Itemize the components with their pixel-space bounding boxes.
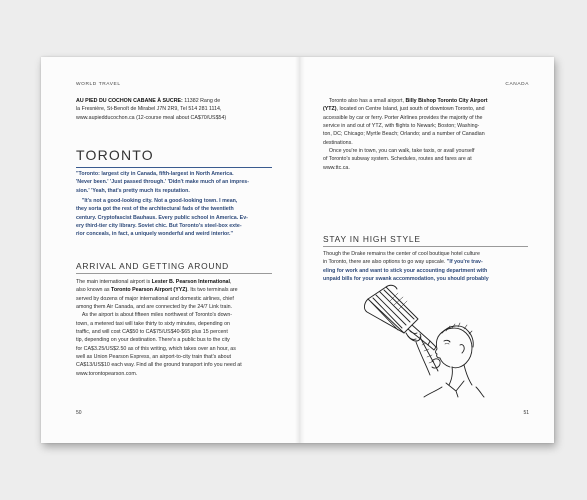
text-run: www.torontopearson.com. (76, 370, 138, 377)
right-page (298, 57, 554, 443)
text-run: for CA$3.25/US$2.50 as of this writing, which takes over an hour, as (76, 345, 236, 352)
body-line (76, 345, 272, 353)
text-run: eling for work and want to stick your accounting department with (323, 267, 488, 274)
text-run: CA$13/US$10 each way. Find all the ground transport info you need at (76, 362, 242, 369)
running-head-right: CANADA (505, 82, 529, 87)
text-run: Toronto also has a small airport, (323, 98, 406, 104)
text-run: in Toronto, there are also options to go way upscale. (323, 259, 447, 266)
quote-line: "It's not a good-looking city. Not a good-looking town. I mean, (76, 198, 238, 204)
body-line (323, 114, 528, 122)
body-line (323, 122, 528, 130)
text-run: accessible by car or ferry. Porter Airlines provides the majority of the (323, 114, 483, 121)
text-run: unpaid bills for your swank accommodation, you should probably (323, 276, 489, 283)
body-line (76, 278, 272, 286)
section-title: TORONTO (76, 147, 154, 163)
subsection-title-stay: STAY IN HIGH STYLE (323, 234, 421, 244)
body-line (323, 267, 528, 275)
body-line (323, 147, 528, 155)
body-line (323, 258, 528, 266)
quote-line: century. Cryptofascist Bauhaus. Every public school in America. Ev- (76, 214, 248, 221)
text-run: The main international airport is (76, 279, 152, 285)
text-run: tip, depending on your destination. There's a public bus to the city (76, 337, 230, 344)
running-head-left: WORLD TRAVEL (76, 82, 121, 87)
title-rule (76, 167, 272, 168)
subsection-rule (76, 273, 272, 274)
text-run: "If you're trav- (446, 259, 483, 266)
quote-line: rior conceals, in fact, a uniquely wonderful and weird interior." (76, 231, 234, 238)
text-run: As the airport is about fifteen miles northwest of Toronto's down- (76, 312, 233, 319)
body-line (76, 353, 272, 361)
quote-line: 'Never been.' 'Just passed through.' 'Didn't make much of an impres- (76, 179, 249, 186)
body-line (76, 286, 272, 294)
body-line (76, 295, 272, 303)
body-line (76, 336, 272, 344)
left-page (41, 57, 298, 443)
quote-line: ery third-tier city library. Soviet chic. But Toronto's steel-box exte- (76, 223, 242, 230)
open-book (41, 57, 554, 443)
text-run: Lester B. Pearson International (151, 279, 230, 285)
text-run: Though the Drake remains the center of cool boutique hotel culture (323, 251, 480, 257)
text-run: of Toronto's subway system. Schedules, routes and fares are at (323, 156, 472, 163)
body-line (76, 361, 272, 369)
body-line (76, 311, 272, 319)
text-run: town, a metered taxi will take thirty to sixty minutes, depending on (76, 320, 230, 327)
pull-quote-2 (76, 197, 272, 239)
text-run: Once you're in town, you can walk, take taxis, or avail yourself (323, 148, 475, 155)
text-run: among them Air Canada, and are connected by the 24/7 Link train. (76, 304, 233, 311)
text-run: (YTZ) (323, 106, 337, 113)
text-run: ton, DC; Chicago; Myrtle Beach; Orlando; and a number of Canadian (323, 131, 485, 138)
text-run: well as Union Pearson Express, an airport-to-city train that's about (76, 354, 231, 361)
text-run: www.ttc.ca. (323, 164, 350, 171)
body-line (323, 130, 528, 138)
body-line (76, 303, 272, 311)
body-line (323, 250, 528, 258)
body-line (76, 328, 272, 336)
airport-body (323, 97, 528, 172)
quote-line: they sorta got the rest of the architectural fads of the twentieth (76, 206, 234, 213)
text-run: . Its two terminals are (187, 287, 238, 294)
intro-line: www.aupiedducochon.ca (12-course meal about CA$70/US$54) (76, 114, 227, 121)
body-line (76, 320, 272, 328)
intro-line: AU PIED DU COCHON CABANE À SUCRE: 11382 Rang de (76, 98, 221, 104)
text-run: served by dozens of major international and domestic airlines, chief (76, 295, 234, 302)
restaurant-entry (76, 97, 272, 122)
text-run: Billy Bishop Toronto City Airport (405, 98, 488, 104)
subsection-rule (323, 246, 528, 247)
intro-line: la Fresnière, St-Benoît de Mirabel J7N 2R9, Tel 514 281 1114, (76, 106, 222, 113)
body-line (323, 105, 528, 113)
body-line (323, 139, 528, 147)
page-number-left: 50 (76, 410, 82, 416)
body-line (323, 164, 528, 172)
text-run: traffic, and will cost CA$50 to CA$75/US$40-$65 plus 15 percent (76, 329, 228, 336)
text-run: destinations. (323, 139, 353, 146)
subsection-title-arrival: ARRIVAL AND GETTING AROUND (76, 261, 229, 271)
arrival-body (76, 278, 272, 378)
body-line (323, 155, 528, 163)
pull-quote-1 (76, 170, 272, 195)
text-run: Toronto Pearson Airport (YYZ) (111, 287, 188, 294)
text-run: service in and out of YTZ, with flights to Newark; Boston; Washing- (323, 123, 480, 130)
text-run: , located on Centre Island, just south of downtown Toronto, and (336, 106, 485, 113)
body-line (76, 370, 272, 378)
quote-line: sion.' 'Yeah, that's pretty much its reputation. (76, 187, 190, 194)
text-run: also known as (76, 287, 112, 294)
quote-line: "Toronto: largest city in Canada, fifth-largest in North America. (76, 171, 234, 177)
text-run: , (229, 279, 232, 285)
page-number-right: 51 (523, 410, 529, 416)
man-drinking-illustration (346, 279, 486, 399)
body-line (323, 97, 528, 105)
